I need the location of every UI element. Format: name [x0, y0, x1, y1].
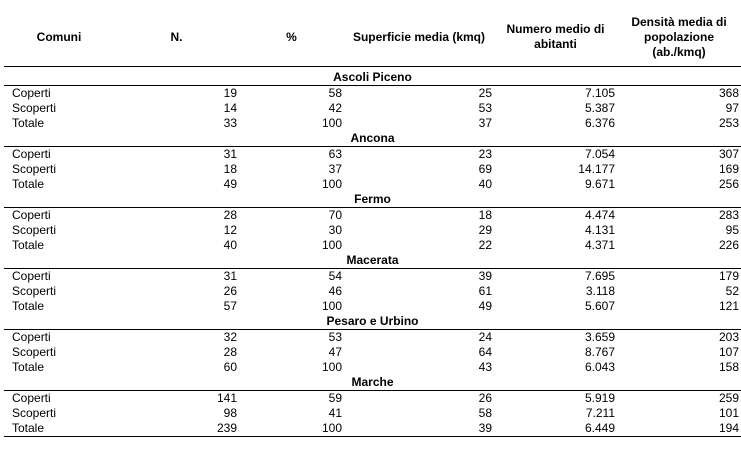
region-name: Marche	[4, 375, 741, 391]
table-row	[4, 390, 741, 406]
row-label: Scoperti	[12, 405, 57, 420]
cell-ab: 5.387	[584, 100, 615, 115]
cell-n: 49	[223, 176, 237, 191]
cell-pct: 100	[239, 421, 344, 437]
cell-pct: 41	[328, 405, 342, 420]
cell-n: 57	[223, 298, 237, 313]
cell-sup: 61	[478, 283, 492, 298]
cell-pct: 37	[328, 161, 342, 176]
cell-n: 18	[223, 161, 237, 176]
cell-pct: 63	[328, 146, 342, 161]
table-body	[4, 66, 741, 436]
cell-ab: 3.118	[585, 283, 615, 298]
table-row	[4, 406, 741, 421]
cell-pct: 100	[321, 176, 342, 191]
cell-n: 60	[223, 359, 237, 374]
cell-dens: 283	[718, 207, 739, 222]
cell-n: 19	[223, 85, 237, 100]
cell-sup: 40	[478, 176, 492, 191]
cell-ab: 7.695	[584, 268, 615, 283]
cell-ab: 5.607	[584, 298, 615, 313]
region-name: Fermo	[4, 192, 741, 208]
cell-dens: 253	[718, 115, 739, 130]
row-label: Scoperti	[12, 222, 57, 237]
cell-dens: 52	[725, 283, 739, 298]
cell-n: 40	[223, 237, 237, 252]
header-n: N.	[114, 9, 239, 66]
cell-sup: 22	[478, 237, 492, 252]
table-row	[4, 223, 741, 238]
cell-sup: 39	[344, 421, 494, 437]
cell-ab: 7.054	[584, 146, 615, 161]
cell-dens: 101	[718, 405, 739, 420]
row-label: Coperti	[12, 207, 51, 222]
row-label: Totale	[12, 359, 45, 374]
cell-dens: 179	[718, 268, 739, 283]
cell-n: 98	[223, 405, 237, 420]
header-densita: Densità media di popolazione (ab./kmq)	[617, 9, 741, 66]
cell-sup: 53	[478, 100, 492, 115]
cell-pct: 46	[328, 283, 342, 298]
cell-sup: 49	[478, 298, 492, 313]
row-label: Coperti	[12, 390, 51, 405]
cell-sup: 58	[478, 405, 492, 420]
row-label: Scoperti	[12, 100, 57, 115]
table-row	[4, 116, 741, 131]
cell-ab: 14.177	[578, 161, 615, 176]
cell-dens: 259	[718, 390, 739, 405]
header-abitanti: Numero medio di abitanti	[494, 9, 617, 66]
cell-n: 12	[223, 222, 237, 237]
header-comuni: Comuni	[4, 9, 114, 66]
region-name: Pesaro e Urbino	[4, 314, 741, 330]
row-label: Scoperti	[12, 344, 57, 359]
cell-ab: 7.211	[585, 405, 615, 420]
row-label: Coperti	[12, 268, 51, 283]
cell-pct: 58	[328, 85, 342, 100]
cell-ab: 4.131	[584, 222, 615, 237]
cell-dens: 169	[718, 161, 739, 176]
cell-ab: 5.919	[584, 390, 615, 405]
cell-sup: 69	[478, 161, 492, 176]
row-label: Totale	[12, 298, 45, 313]
table-row	[4, 268, 741, 284]
comuni-table	[4, 9, 741, 437]
cell-sup: 23	[478, 146, 492, 161]
cell-dens: 121	[718, 298, 739, 313]
cell-ab: 6.449	[494, 421, 617, 437]
table-row	[4, 177, 741, 192]
table-row	[4, 421, 741, 437]
table-row	[4, 85, 741, 101]
cell-pct: 42	[328, 100, 342, 115]
header-pct: %	[239, 9, 344, 66]
cell-dens: 95	[725, 222, 739, 237]
row-label: Scoperti	[12, 283, 57, 298]
cell-pct: 70	[328, 207, 342, 222]
row-label: Coperti	[12, 146, 51, 161]
cell-n: 28	[223, 344, 237, 359]
cell-pct: 100	[321, 115, 342, 130]
cell-dens: 203	[718, 329, 739, 344]
cell-pct: 100	[321, 359, 342, 374]
region-row	[4, 253, 741, 269]
cell-n: 33	[223, 115, 237, 130]
cell-sup: 25	[478, 85, 492, 100]
cell-sup: 43	[478, 359, 492, 374]
cell-pct: 47	[328, 344, 342, 359]
cell-sup: 39	[478, 268, 492, 283]
header-row	[4, 9, 741, 66]
row-label: Totale	[4, 421, 114, 437]
cell-pct: 30	[328, 222, 342, 237]
region-row	[4, 375, 741, 391]
header-superficie: Superficie media (kmq)	[344, 9, 494, 66]
cell-dens: 256	[718, 176, 739, 191]
table-row	[4, 238, 741, 253]
cell-dens: 107	[718, 344, 739, 359]
cell-pct: 59	[328, 390, 342, 405]
cell-ab: 6.376	[584, 115, 615, 130]
cell-dens: 226	[718, 237, 739, 252]
cell-pct: 53	[328, 329, 342, 344]
cell-ab: 8.767	[584, 344, 615, 359]
cell-sup: 26	[478, 390, 492, 405]
table-row	[4, 329, 741, 345]
table-row	[4, 146, 741, 162]
cell-ab: 4.474	[584, 207, 615, 222]
cell-dens: 307	[718, 146, 739, 161]
table-row	[4, 207, 741, 223]
cell-n: 239	[114, 421, 239, 437]
row-label: Scoperti	[12, 161, 57, 176]
cell-ab: 4.371	[584, 237, 615, 252]
cell-pct: 100	[321, 237, 342, 252]
cell-ab: 9.671	[584, 176, 615, 191]
table-row	[4, 345, 741, 360]
cell-n: 31	[223, 146, 237, 161]
cell-ab: 3.659	[584, 329, 615, 344]
region-name: Ascoli Piceno	[4, 66, 741, 85]
cell-ab: 6.043	[584, 359, 615, 374]
cell-n: 14	[223, 100, 237, 115]
cell-n: 26	[223, 283, 237, 298]
cell-dens: 368	[718, 85, 739, 100]
cell-sup: 37	[478, 115, 492, 130]
table-row	[4, 162, 741, 177]
region-row	[4, 131, 741, 147]
cell-n: 28	[223, 207, 237, 222]
cell-ab: 7.105	[584, 85, 615, 100]
region-row	[4, 314, 741, 330]
row-label: Totale	[12, 237, 45, 252]
cell-sup: 18	[478, 207, 492, 222]
cell-pct: 100	[321, 298, 342, 313]
row-label: Coperti	[12, 85, 51, 100]
table-row	[4, 360, 741, 375]
cell-pct: 54	[328, 268, 342, 283]
region-name: Macerata	[4, 253, 741, 269]
cell-dens: 97	[725, 100, 739, 115]
row-label: Totale	[12, 176, 45, 191]
cell-n: 141	[216, 390, 237, 405]
cell-sup: 29	[478, 222, 492, 237]
region-row	[4, 192, 741, 208]
table-row	[4, 299, 741, 314]
cell-sup: 24	[478, 329, 492, 344]
table-row	[4, 284, 741, 299]
cell-n: 31	[223, 268, 237, 283]
cell-dens: 194	[617, 421, 741, 437]
cell-n: 32	[223, 329, 237, 344]
row-label: Totale	[12, 115, 45, 130]
cell-dens: 158	[718, 359, 739, 374]
table-row	[4, 101, 741, 116]
region-row	[4, 66, 741, 85]
cell-sup: 64	[478, 344, 492, 359]
region-name: Ancona	[4, 131, 741, 147]
row-label: Coperti	[12, 329, 51, 344]
